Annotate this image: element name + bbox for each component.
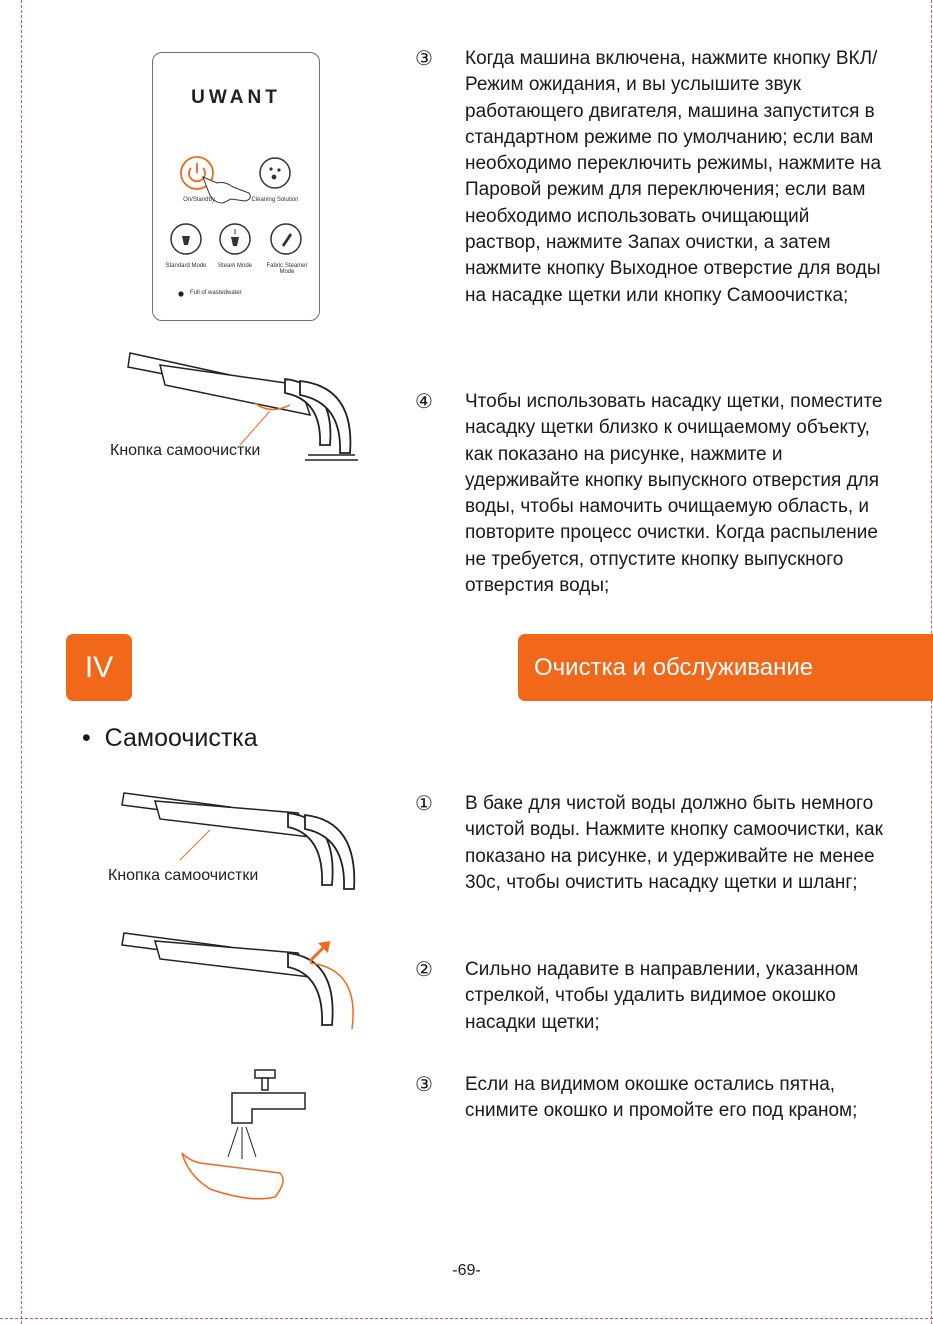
brand-logo: UWANT [191, 87, 281, 108]
bullet-icon: • [82, 724, 105, 752]
wastewater-indicator-label: Full of wastedwater [190, 290, 242, 296]
self-clean-button-label-bottom: Кнопка самоочистки [108, 867, 259, 884]
cut-line-bottom [0, 1318, 933, 1319]
step-number: ③ [415, 48, 433, 70]
step-3-bottom [415, 1072, 885, 1157]
faucet-illustration [170, 1065, 320, 1215]
fabric-steamer-icon [271, 224, 301, 254]
brush-head-illustration-3 [110, 925, 370, 1035]
step-number: ③ [415, 1074, 433, 1096]
arrow-icon [310, 947, 324, 961]
cleaning-solution-icon [260, 158, 290, 188]
step-1-bottom [415, 791, 885, 926]
subsection-title-text: Самоочистка [104, 724, 258, 752]
step-text: В баке для чистой воды должно быть немного чистой воды. Нажмите кнопку самоочистки, как показано на рисунке, и удерживайте не менее 30с, чтобы очистить насадку щетки и шланг; [465, 793, 883, 893]
cut-line-left [21, 0, 22, 1324]
step-3-top [415, 46, 885, 386]
fabric-steamer-label: Fabric Steamer Mode [266, 263, 308, 275]
step-2-bottom [415, 957, 885, 1042]
steam-mode-label: Steam Mode [217, 263, 253, 269]
on-standby-label: On/Standby [183, 197, 215, 203]
section-number-badge: IV [66, 634, 132, 701]
step-number: ② [415, 959, 433, 981]
page-number: -69- [452, 1262, 481, 1279]
self-clean-button-label-top: Кнопка самоочистки [110, 442, 261, 459]
step-text: Сильно надавите в направлении, указанном стрелкой, чтобы удалить видимое окошко насадки щетки; [465, 959, 859, 1033]
cleaning-solution-label: Cleaning Solution [251, 197, 299, 203]
subsection-title [82, 722, 258, 754]
control-panel-illustration [152, 52, 320, 321]
standard-mode-label: Standard Mode [165, 263, 207, 269]
step-text: Когда машина включена, нажмите кнопку ВКЛ/Режим ожидания, и вы услышите звук работающего двигателя, машина запустится в стандартном режиме по умолчанию; если вам необходимо переключить режимы, нажмите на Паровой режим для переключения; если вам необходимо использовать очищающий раствор, нажмите Запах очистки, а затем нажмите кнопку Выходное отверстие для воды на насадке щетки или кнопку Самоочистка; [465, 48, 882, 306]
step-number: ④ [415, 391, 433, 413]
step-text: Чтобы использовать насадку щетки, поместите насадку щетки близко к очищаемому объекту, как показано на рисунке, нажмите и удерживайте кнопку выпускного отверстия для воды, чтобы намочить очищаемую область, и повторите процесс очистки. Когда распыление не требуется, отпустите кнопку выпускного отверстия воды; [465, 391, 883, 597]
step-number: ① [415, 793, 433, 815]
section-title: Очистка и обслуживание [518, 634, 933, 701]
standard-mode-icon [171, 224, 201, 254]
step-text: Если на видимом окошке остались пятна, снимите окошко и промойте его под краном; [465, 1074, 858, 1122]
indicator-dot [178, 291, 183, 296]
steam-mode-icon [220, 224, 250, 254]
step-4-top [415, 389, 885, 629]
